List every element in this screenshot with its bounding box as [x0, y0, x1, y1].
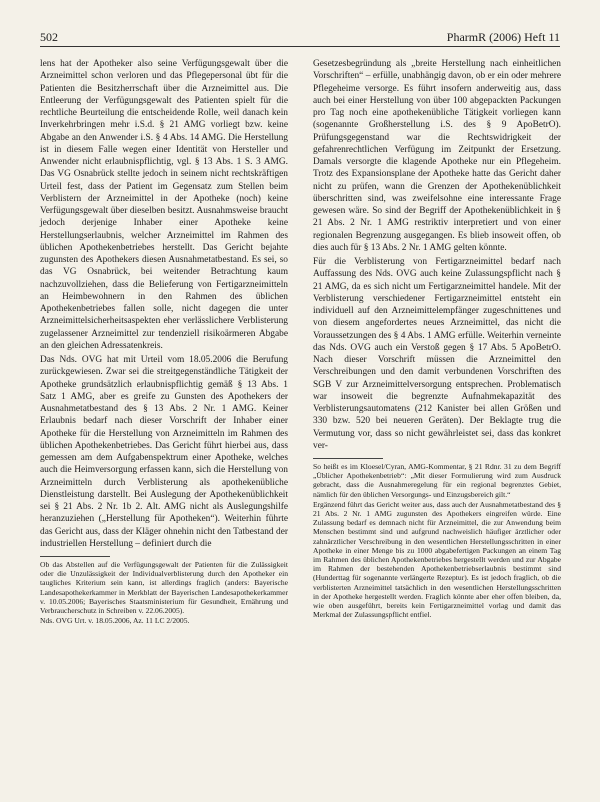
- footnote: So heißt es im Kloesel/Cyran, AMG-Kommentar, § 21 Rdnr. 31 zu dem Begriff „Üblicher Apothekenbetrieb“: „Mit dieser Formulierung wird zum Ausdruck gebracht, dass die Ausnahmeregelung für ein regional begrenztes Gebiet, nämlich für den üblichen Versorgungs- und Einzugsbereich gilt.“: [313, 462, 561, 499]
- journal-reference: PharmR (2006) Heft 11: [446, 30, 560, 44]
- footnote: Ob das Abstellen auf die Verfügungsgewalt der Patienten für die Zulässigkeit oder die Unzulässigkeit der Individualverblisterung durch den Apotheker ein taugliches Kriterium sein kann, ist allerdings fraglich (anders: Bayerische Landesapothekerkammer in Merkblatt der Bayerischen Landesapothekerkammer v. 10.05.2006; Bayerisches Staatsministerium für Gesundheit, Ernährung und Verbraucherschutz in Schreiben v. 22.06.2005).: [40, 560, 288, 616]
- body-paragraph: lens hat der Apotheker also seine Verfügungsgewalt über die Arzneimittel schon verloren und das Pflegepersonal übt für die Patienten die Besitzherrschaft über die Arzneimittel aus. Die Entleerung der Verfügungsgewalt des Patienten spielt für die rechtliche Beurteilung die entscheidende Rolle, weil danach kein Inverkehrbringen mehr i.S.d. § 21 AMG vorliegt bzw. keine Abgabe an den Anwender i.S. § 4 Abs. 14 AMG. Die Herstellung ist in diesem Falle wegen einer Identität von Hersteller und Anwender nicht erlaubnispflichtig, vgl. § 13 Abs. 1 S. 3 AMG. Das VG Osnabrück stellte jedoch in seinem nicht rechtskräftigen Urteil fest, dass der Patient im Gegensatz zum Stellen beim Verblistern der Arzneimittel in der Apotheke (noch) keine Verfügungsgewalt über dieselben besitzt. Ausnahmsweise braucht jedoch derjenige Inhaber einer Apotheke keine Herstellungserlaubnis, welcher Arzneimittel im Rahmen des üblichen Apothekenbetriebes herstellt. Das Gericht bejahte zugunsten des Apothekers diesen Ausnahmetatbestand. Es sei, so das VG Osnabrück, bei weitender Betrachtung kaum nachzuvollziehen, dass die Belieferung von Fertigarzneimitteln an Heimbewohnern in den Rahmen des üblichen Apothekenbetriebes fallen solle, nicht dagegen die unter Arzneimittelsicherheitsaspekten eher verlässlichere Verblisterung zugelassener Arzneimittel zur tendenziell risikoärmeren Abgabe an den gleichen Adressatenkreis.: [40, 59, 288, 351]
- header-rule: [40, 46, 560, 47]
- body-paragraph: Gesetzesbegründung als „breite Herstellung nach einheitlichen Vorschriften“ – erfülle, unabhängig davon, ob er ein oder mehrere Pflegeheime versorge. Es führt insofern anderweitig aus, dass auch bei einer Herstellung von über 100 abgepackten Packungen pro Tag noch eine apothekenübliche Tätigkeit vorliegen kann (sogenannte Großherstellung i.S. des § 9 ApoBetrO). Prüfungsgegenstand war die Rechtswidrigkeit der gefahrenrechtlichen Verfügung im Zeitpunkt der Ersetzung. Damals versorgte die klagende Apotheke nur ein Pflegeheim. Trotz des Expansionsplane der Apotheke hatte das Gericht daher nicht zu prüfen, wann die Grenzen der Apothekenüblichkeit überschritten sind, was zweifelsohne eine interessante Frage gewesen wäre. So sind der Begriff der Apothekenüblichkeit in § 21 Abs. 2 Nr. 1 AMG restriktiv interpretiert und von einer regionalen Begrenzung ausgegangen. Es blieb insoweit offen, ob dies auch für § 13 Abs. 2 Nr. 1 AMG gelten könnte.: [313, 59, 561, 253]
- left-column: [40, 58, 288, 626]
- footnote: Nds. OVG Urt. v. 18.05.2006, Az. 11 LC 2/2005.: [40, 616, 190, 626]
- footnote-rule: [40, 556, 110, 557]
- page-number: 502: [40, 30, 58, 44]
- footnote: Ergänzend führt das Gericht weiter aus, dass auch der Ausnahmetatbestand des § 21 Abs. 2 Nr. 1 AMG zugunsten des Apothekers eingreifen würde. Eine Zulassung bedarf es demnach nicht für Arzneimittel, die zur Anwendung beim Menschen bestimmt sind und aufgrund nachweislich häufiger ärztlicher oder zahnärztlicher Verschreibung in den wesentlichen Herstellungsschritten in einer Apotheke in einer Menge bis zu 1000 abgabefertigen Packungen an einem Tag im Rahmen des üblichen Apothekenbetriebes hergestellt werden und zur Abgabe im Rahmen der bestehenden Apothekenbetriebserlaubnis bestimmt sind (Hunderttag für sogenannte verlängerte Rezeptur). Es ist jedoch fraglich, ob die verblisterten Arzneimittel tatsächlich in den wesentlichen Herstellungsschritten in der Apotheke hergestellt werden. Fraglich könnte aber eher offen bleiben, da, wie oben ausgeführt, bereits kein Fertigarzneimittel vorlag und damit das Merkmal der Zulassungspflicht entfiel.: [313, 499, 561, 620]
- body-paragraph: Das Nds. OVG hat mit Urteil vom 18.05.2006 die Berufung zurückgewiesen. Zwar sei die streitgegenständliche Tätigkeit der Apotheke grundsätzlich erlaubnispflichtig gemäß § 13 Abs. 1 Satz 1 AMG, aber es greife zu Gunsten des Apothekers der Ausnahmetatbestand des § 13 Abs. 2 Nr. 1 AMG. Keiner Erlaubnis bedarf nach dieser Vorschrift der Inhaber einer Apotheke für die Herstellung von Arzneimitteln im Rahmen des üblichen Apothekenbetriebes. Das Gericht führt hierbei aus, dass gemessen am dem Aufgabenspektrum einer Apotheke, welches auch die Heimversorgung erfassen kann, sich die Herstellung von Arzneimitteln durch Verblisterung als apothekenübliche Dienstleistung darstellt. Bei Auslegung der Apothekenüblichkeit sei § 21 Abs. 2 Nr. 1b 2. Alt. AMG nicht als Auslegungshilfe heranzuziehen („Herstellung für Apotheken“). Weiterhin führte das Gericht aus, dass der Kläger ohnehin nicht den Tatbestand der industriellen Herstellung – definiert durch die: [40, 355, 288, 549]
- footnote-rule: [313, 458, 383, 459]
- footnotes: [313, 462, 561, 619]
- right-column: [313, 58, 561, 620]
- footnotes: [40, 560, 288, 625]
- body-paragraph: Für die Verblisterung von Fertigarzneimittel bedarf nach Auffassung des Nds. OVG auch keine Zulassungspflicht nach § 21 AMG, da es sich nicht um Fertigarzneimittel handele. Mit der Verblisterung verschiedener Fertigarzneimittel entsteht ein individuell auf den Arzneimittelempfänger zugeschnittenes und von diesem angefordertes neues Arzneimittel, das nicht die Voraussetzungen des § 4 Abs. 1 AMG erfülle. Weiterhin verneinte das Nds. OVG auch ein Verstoß gegen § 17 Abs. 5 ApoBetrO. Nach dieser Vorschrift müssen die Arzneimittel den Verschreibungen und den damit verbundenen Vorschriften des SGB V zur Arzneimittelversorgung entsprechen. Problematisch war insoweit die begrenzte Aufnahmekapazität des Verblisterungsautomatens (212 Kanister bei allen Größen und 330 bzw. 520 bei neueren Geräten). Der Beklagte trug die Vermutung vor, dass so nicht gewährleistet sei, dass das konkret ver-: [313, 257, 561, 451]
